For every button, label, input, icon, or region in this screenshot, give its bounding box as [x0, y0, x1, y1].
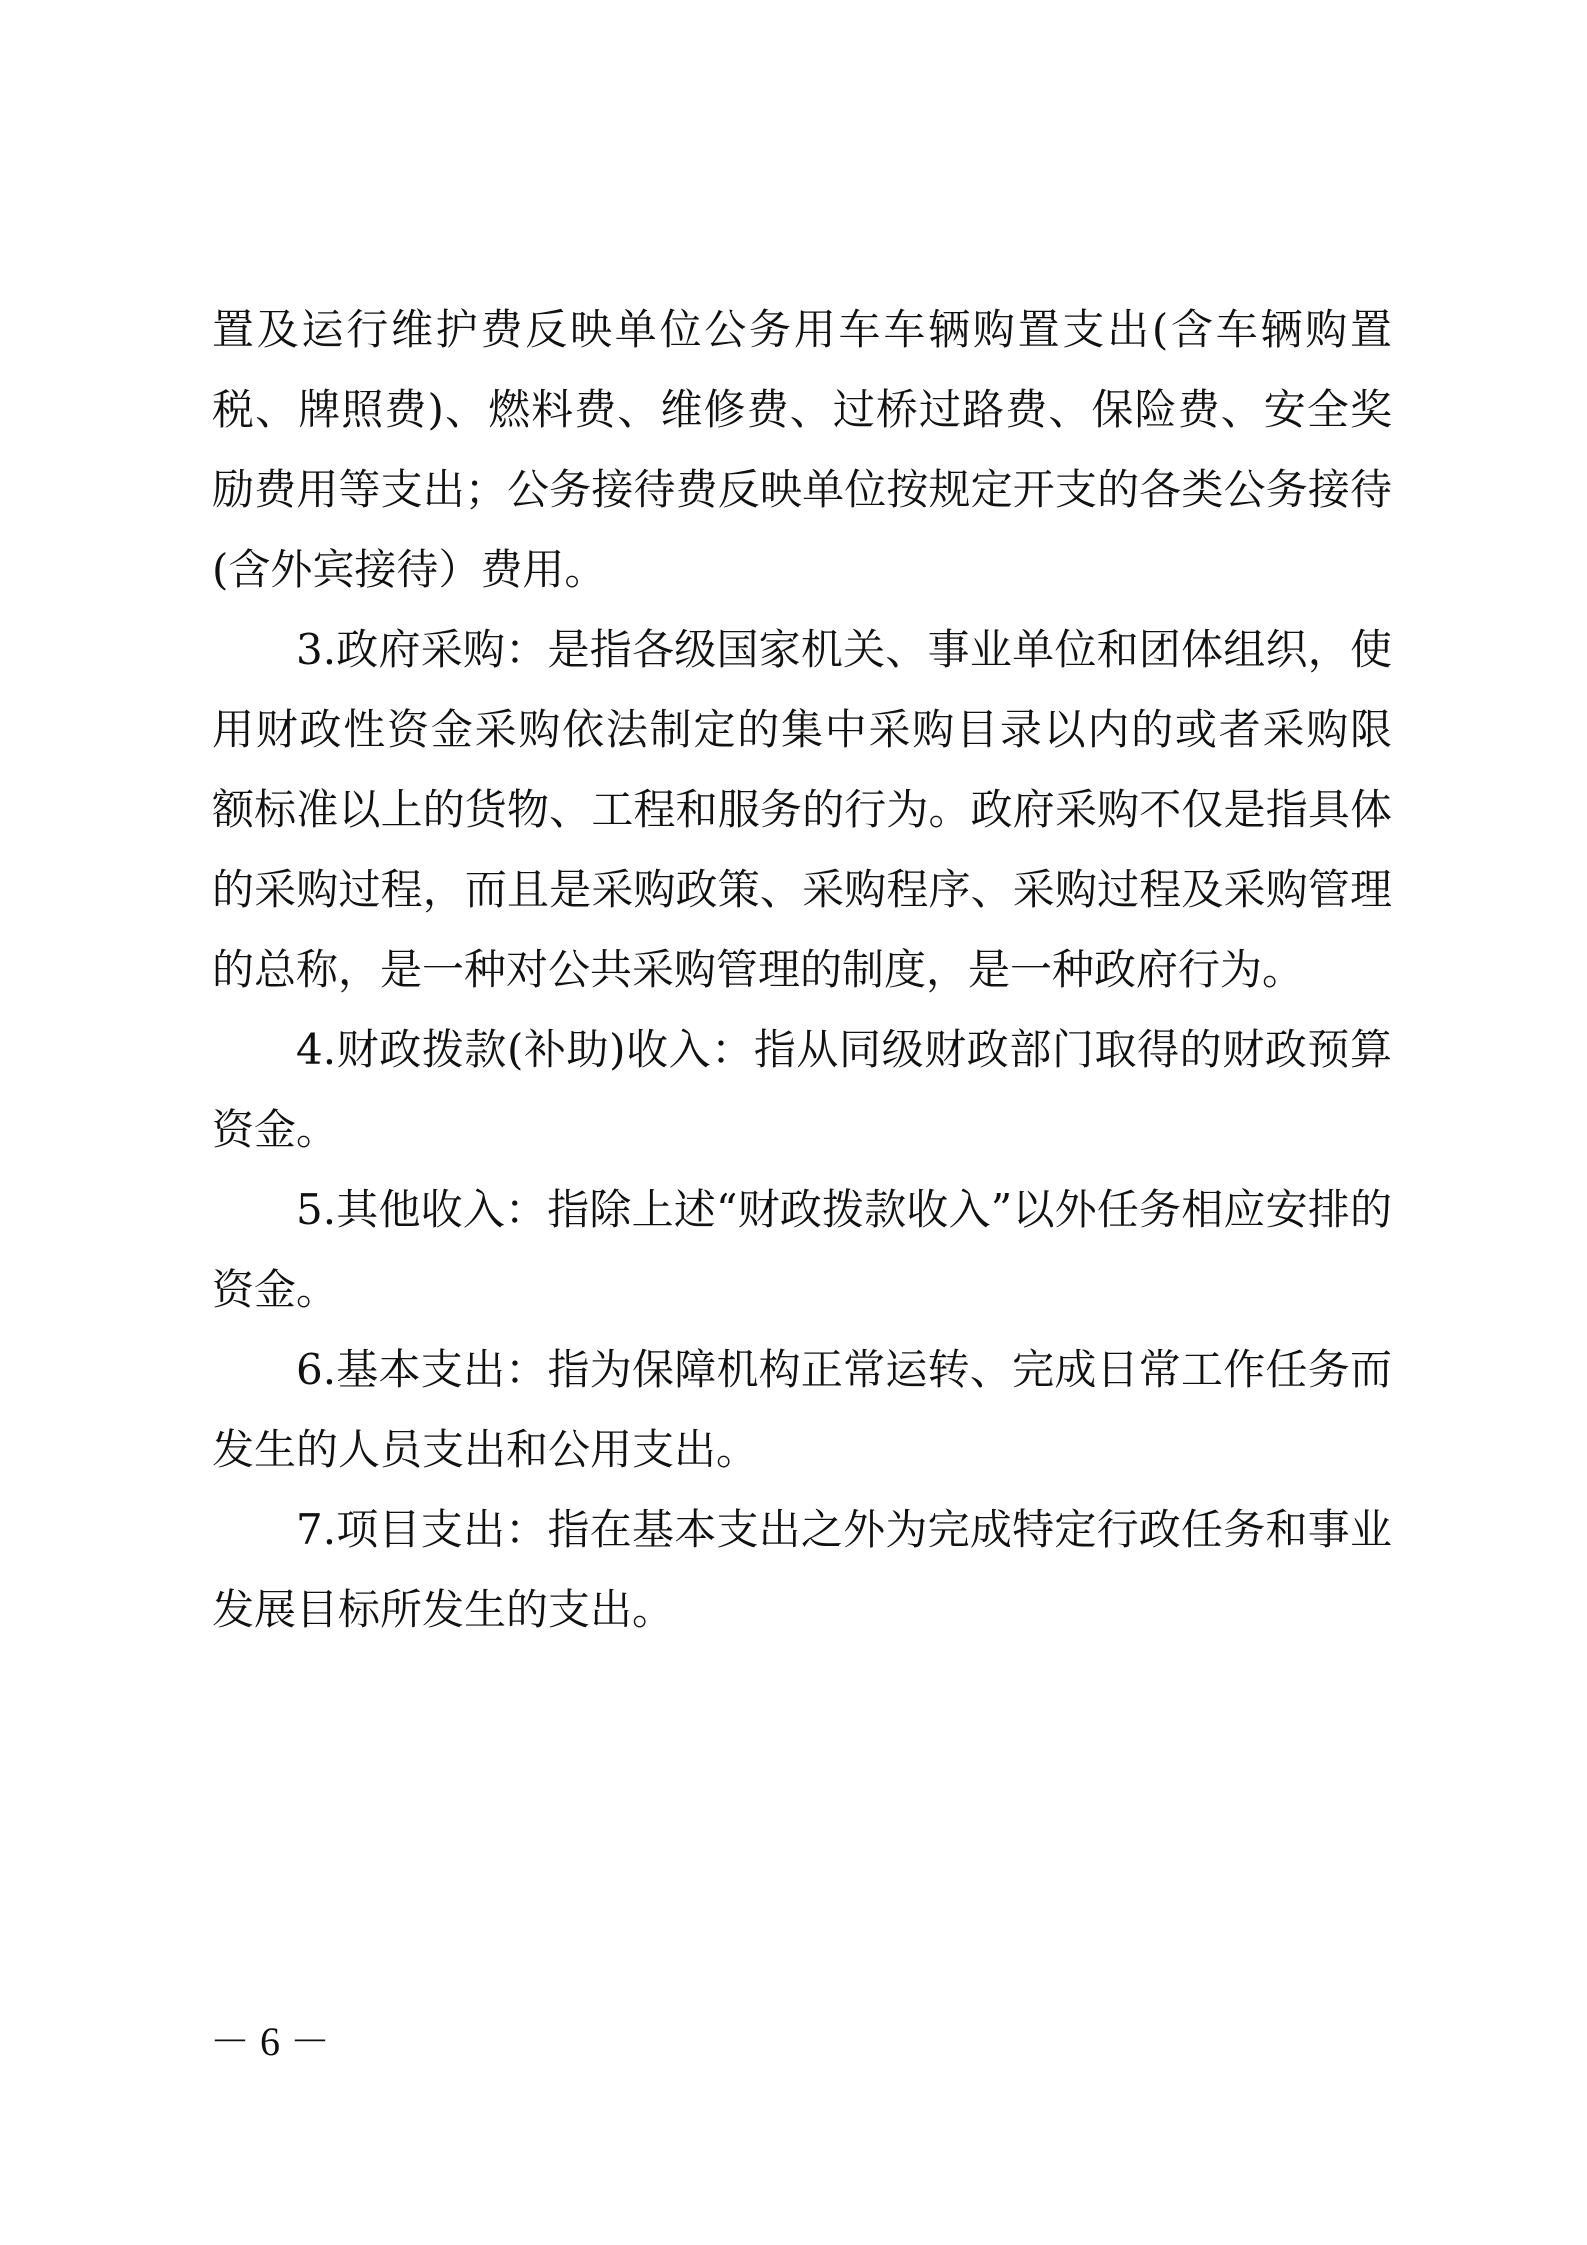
text-line: 资金。: [212, 1265, 339, 1314]
text-line: 的总称，是一种对公共采购管理的制度，是一种政府行为。: [212, 945, 1305, 994]
text-line: 置及运行维护费反映单位公务用车车辆购置支出(含车辆购置: [212, 305, 1392, 354]
text-line: 税、牌照费)、燃料费、维修费、过桥过路费、保险费、安全奖: [212, 385, 1392, 434]
paragraph-5-heading-line: 5.其他收入：指除上述“财政拨款收入”以外任务相应安排的: [296, 1185, 1392, 1234]
paragraph-3-heading-line: 3.政府采购：是指各级国家机关、事业单位和团体组织，使: [296, 625, 1392, 674]
paragraph-4-heading-line: 4.财政拨款(补助)收入：指从同级财政部门取得的财政预算: [296, 1025, 1392, 1074]
text-line: 发生的人员支出和公用支出。: [212, 1425, 759, 1474]
text-line: (含外宾接待）费用。: [212, 545, 607, 594]
text-line: 的采购过程，而且是采购政策、采购程序、采购过程及采购管理: [212, 865, 1392, 914]
text-line: 额标准以上的货物、工程和服务的行为。政府采购不仅是指具体: [212, 785, 1392, 834]
text-line: 励费用等支出；公务接待费反映单位按规定开支的各类公务接待: [212, 465, 1392, 514]
text-line: 资金。: [212, 1105, 339, 1154]
paragraph-7-heading-line: 7.项目支出：指在基本支出之外为完成特定行政任务和事业: [296, 1505, 1392, 1554]
page-number: － 6 －: [210, 2019, 330, 2064]
text-line: 发展目标所发生的支出。: [212, 1585, 675, 1634]
paragraph-6-heading-line: 6.基本支出：指为保障机构正常运转、完成日常工作任务而: [296, 1345, 1392, 1394]
text-line: 用财政性资金采购依法制定的集中采购目录以内的或者采购限: [212, 705, 1392, 754]
